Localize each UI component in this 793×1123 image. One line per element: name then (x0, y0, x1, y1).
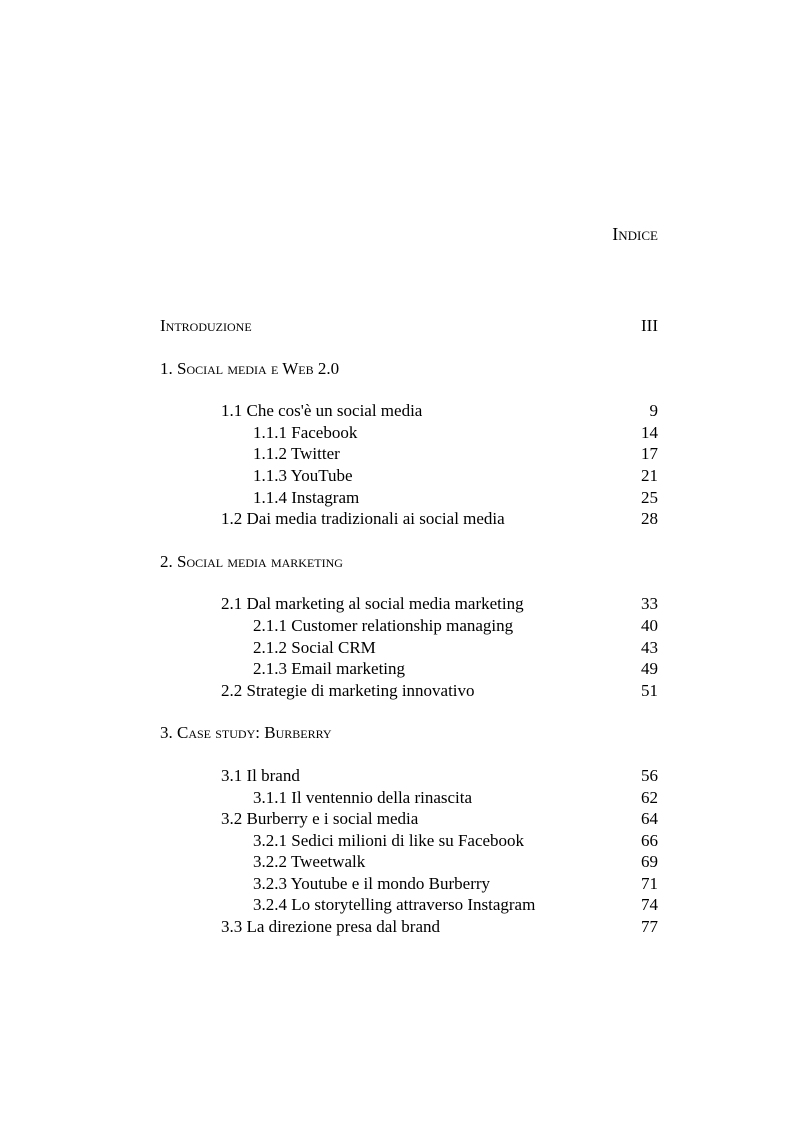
toc-entry[interactable] (160, 400, 658, 422)
chapter-title: Social media e Web 2.0 (177, 358, 340, 378)
toc-entry[interactable] (160, 465, 658, 487)
toc-entry-label: 1.1.1 Facebook (253, 422, 358, 442)
toc-entry-page: 14 (641, 422, 658, 442)
toc-entry-page: 66 (641, 830, 658, 850)
toc-entry-label: 3.3 La direzione presa dal brand (221, 917, 441, 937)
toc-entry-label: 1.1 Che cos'è un social media (221, 401, 423, 421)
toc-entry-page: 62 (641, 787, 658, 807)
chapter-number: 1. (160, 358, 173, 378)
toc-entry[interactable] (160, 487, 658, 509)
toc-intro-row[interactable] (160, 315, 658, 337)
toc-entry-label: 2.1.3 Email marketing (253, 659, 406, 679)
toc-entry[interactable] (160, 830, 658, 852)
toc-entry-label: 2.1 Dal marketing al social media marketing (221, 594, 524, 614)
toc-entry-label: 1.1.3 YouTube (253, 465, 353, 485)
toc-entry[interactable] (160, 680, 658, 702)
toc-entry-label: 1.2 Dai media tradizionali ai social media (221, 509, 505, 529)
toc-entry[interactable] (160, 422, 658, 444)
toc-entry-page: 21 (641, 465, 658, 485)
chapter-heading (160, 358, 339, 380)
chapter-title: Social media marketing (177, 551, 343, 571)
toc-entry-label: 1.1.2 Twitter (253, 444, 340, 464)
toc-entry[interactable] (160, 894, 658, 916)
toc-chapter-2[interactable] (160, 551, 658, 573)
toc-entry[interactable] (160, 443, 658, 465)
toc-entry[interactable] (160, 508, 658, 530)
toc-entry-page: 64 (641, 809, 658, 829)
toc-entry[interactable] (160, 873, 658, 895)
toc-entry-page: 74 (641, 895, 658, 915)
page-title: Indice (612, 224, 658, 244)
toc-entry[interactable] (160, 851, 658, 873)
toc-entry-label: 3.2 Burberry e i social media (221, 809, 419, 829)
toc-entry-label: 1.1.4 Instagram (253, 487, 360, 507)
toc-entry[interactable] (160, 765, 658, 787)
toc-chapter-3[interactable] (160, 722, 658, 744)
toc-entry-label: 2.1.2 Social CRM (253, 637, 376, 657)
toc-entry-page: 69 (641, 852, 658, 872)
toc-intro-label: Introduzione (160, 316, 252, 335)
toc-entry-page: 77 (641, 917, 658, 937)
chapter-number: 2. (160, 551, 173, 571)
toc-entry-label: 3.1 Il brand (221, 765, 300, 785)
toc-entry-label: 2.1.1 Customer relationship managing (253, 615, 514, 635)
toc-entry-label: 3.2.3 Youtube e il mondo Burberry (253, 873, 491, 893)
toc-entry[interactable] (160, 637, 658, 659)
chapter-title: Case study: Burberry (177, 723, 332, 743)
toc-entry-page: 49 (641, 659, 658, 679)
toc-entry-label: 3.1.1 Il ventennio della rinascita (253, 787, 473, 807)
toc-entry-label: 3.2.4 Lo storytelling attraverso Instagram (253, 895, 536, 915)
chapter-number: 3. (160, 723, 173, 743)
toc-entry[interactable] (160, 615, 658, 637)
toc-chapter-1[interactable] (160, 358, 658, 380)
toc-entry-page: 51 (641, 680, 658, 700)
toc-entry[interactable] (160, 808, 658, 830)
toc-entry-page: 56 (641, 765, 658, 785)
toc-entry-page: 9 (649, 401, 658, 421)
toc-entry[interactable] (160, 787, 658, 809)
toc-entry-page: 17 (641, 444, 658, 464)
toc-entry-page: 71 (641, 873, 658, 893)
chapter-heading (160, 722, 332, 744)
toc-entry-page: 43 (641, 637, 658, 657)
toc-entry-page: 33 (641, 594, 658, 614)
toc-entry-page: 25 (641, 487, 658, 507)
toc-entry-page: 40 (641, 615, 658, 635)
toc-entry[interactable] (160, 593, 658, 615)
toc-entry[interactable] (160, 916, 658, 938)
toc-entry-page: 28 (641, 509, 658, 529)
toc-entry-label: 2.2 Strategie di marketing innovativo (221, 680, 475, 700)
chapter-heading (160, 551, 343, 573)
toc-entry[interactable] (160, 658, 658, 680)
toc-intro-page: III (641, 316, 658, 335)
toc-entry-label: 3.2.2 Tweetwalk (253, 852, 366, 872)
toc-entry-label: 3.2.1 Sedici milioni di like su Facebook (253, 830, 525, 850)
table-of-contents (160, 315, 658, 938)
